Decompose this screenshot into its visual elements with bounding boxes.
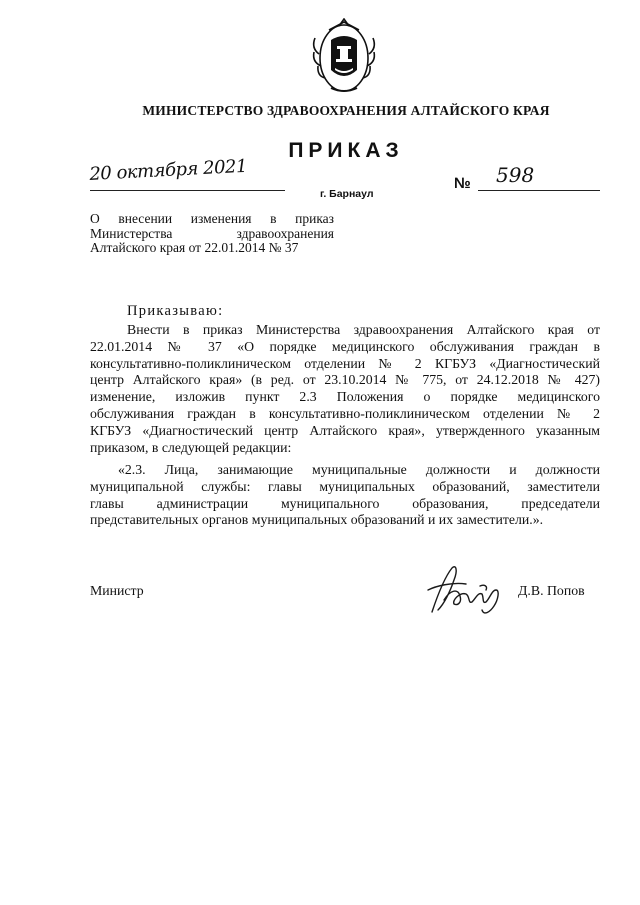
- handwritten-signature: [422, 560, 504, 618]
- paragraph-line: изменение, изложив пункт 2.3 Положения о порядке медицинского: [90, 389, 600, 405]
- paragraph-line: главы администрации муниципального образования, председатели: [90, 495, 600, 511]
- document-type-title: ПРИКАЗ: [288, 139, 404, 162]
- paragraph-line: представительных органов муниципальных образований и их заместители.».: [90, 512, 544, 528]
- paragraph-amendment: [90, 322, 600, 456]
- directive-heading: Приказываю:: [127, 303, 224, 319]
- paragraph-line: приказом, в следующей редакции:: [90, 439, 292, 455]
- signer-name: Д.В. Попов: [518, 583, 585, 598]
- order-date: 20 октября 2021: [88, 155, 248, 185]
- paragraph-line: «2.3. Лица, занимающие муниципальные должности и должности: [118, 462, 600, 477]
- order-subject: [90, 212, 334, 256]
- coat-of-arms-emblem: [309, 18, 379, 98]
- paragraph-line: 22.01.2014 № 37 «О порядке медицинского обслуживания граждан в: [90, 338, 600, 354]
- order-number: 598: [496, 163, 535, 187]
- subject-line: Министерства здравоохранения: [90, 225, 334, 241]
- ministry-name: МИНИСТЕРСТВО ЗДРАВООХРАНЕНИЯ АЛТАЙСКОГО КРАЯ: [142, 103, 550, 118]
- paragraph-line: Внести в приказ Министерства здравоохранения Алтайского края от: [127, 322, 600, 337]
- paragraph-new-wording: [90, 462, 600, 529]
- paragraph-line: КГБУЗ «Диагностический центр Алтайского края», утвержденного указанным: [90, 422, 600, 438]
- date-underline: [90, 190, 285, 191]
- paragraph-line: консультативно-поликлиническом отделении № 2 КГБУЗ «Диагностический: [90, 355, 600, 371]
- paragraph-line: муниципальной службы: главы муниципальных образований, заместители: [90, 478, 600, 494]
- signer-title: Министр: [90, 583, 144, 598]
- paragraph-line: центр Алтайского края» (в ред. от 23.10.2014 № 775, от 24.12.2018 № 427): [90, 372, 600, 388]
- subject-line: Алтайского края от 22.01.2014 № 37: [90, 240, 299, 255]
- city-label: г. Барнаул: [320, 188, 374, 200]
- number-label: №: [454, 175, 471, 192]
- paragraph-line: обслуживания граждан в консультативно-поликлиническом отделении № 2: [90, 405, 600, 421]
- subject-line: О внесении изменения в приказ: [90, 211, 334, 226]
- number-underline: [478, 190, 600, 191]
